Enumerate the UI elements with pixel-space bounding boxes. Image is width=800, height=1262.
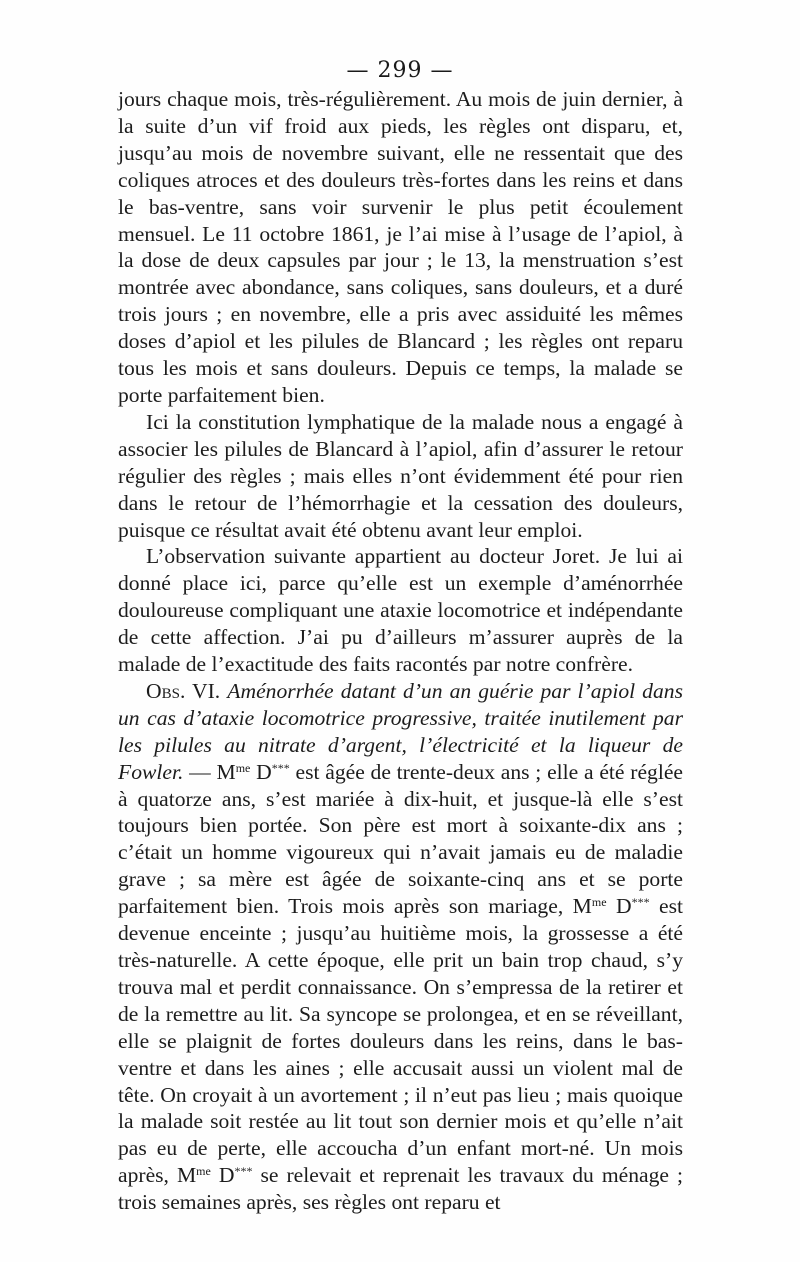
honorific-1: M xyxy=(216,759,236,784)
title-dash: — xyxy=(183,759,217,784)
honorific-2: M xyxy=(572,894,592,919)
observation-body-1: est âgée de trente-deux ans ; elle a été réglée à quatorze ans, s’est mariée à dix-huit, et jusque-là elle s’est toujours bien portée. Son père est mort à soixante-dix ans ; c’était un homme vigoureux qui n’avait jamais eu de maladie grave ; sa mère est âgée de soixante-cinq ans et se porte parfaitement bien. Trois mois après son mariage, xyxy=(118,759,683,919)
honorific-sup-1: me xyxy=(235,760,251,775)
honorific-sup-3: me xyxy=(196,1164,211,1179)
observation-body-2: est devenue enceinte ; jusqu’au huitième mois, la grossesse a été très-naturelle. A cette époque, elle prit un bain trop chaud, s’y trouva mal et perdit connaissance. On s’empressa de la retirer et de la remettre au lit. Sa syncope se prolongea, et en se réveillant, elle se plaignit de fortes douleurs dans les reins, dans le bas-ventre et dans les aines ; elle accusait aussi un violent mal de tête. On croyait à un avortement ; il n’eut pas lieu ; mais quoique la malade soit restée au lit tout son dernier mois et qu’elle n’ait pas eu de perte, elle accoucha d’un enfant mort-né. Un mois après, xyxy=(118,894,683,1188)
honorific-sup-2: me xyxy=(591,895,607,910)
observation-body-3: se relevait et reprenait les travaux du ménage ; trois semaines après, ses règles ont reparu et xyxy=(118,1163,683,1215)
patient-name-2: D xyxy=(606,894,632,919)
page-number: — 299 — xyxy=(346,58,454,83)
observation-paragraph xyxy=(118,678,683,1216)
observation-title: Aménorrhée datant d’un an guérie par l’apiol dans un cas d’ataxie locomotrice progressive, traitée inutilement par les pilules au nitrate d’argent, l’électricité et la liqueur de Fowler. xyxy=(118,678,683,784)
paragraph-2: Ici la constitution lymphatique de la malade nous a engagé à associer les pilules de Blancard à l’apiol, afin d’assurer le retour régulier des règles ; mais elles n’ont évidemment été pour rien dans le retour de l’hémorrhagie et la cessation des douleurs, puisque ce résultat avait été obtenu avant leur emploi. xyxy=(118,409,683,542)
patient-stars-1: *** xyxy=(271,760,290,775)
honorific-3: M xyxy=(176,1163,197,1188)
patient-name-1: D xyxy=(250,759,272,784)
paragraph-3: L’observation suivante appartient au docteur Joret. Je lui ai donné place ici, parce qu’elle est un exemple d’aménorrhée douloureuse compliquant une ataxie locomotrice et indépendante de cette affection. J’ai pu d’ailleurs m’assurer auprès de la malade de l’exactitude des faits racontés par notre confrère. xyxy=(118,544,683,677)
observation-label: Obs. VI. xyxy=(146,678,221,703)
patient-name-3: D xyxy=(210,1163,235,1188)
patient-stars-2: *** xyxy=(631,895,650,910)
paragraph-1: jours chaque mois, très-régulièrement. Au mois de juin dernier, à la suite d’un vif froid aux pieds, les règles ont disparu, et, jusqu’au mois de novembre suivant, elle ne ressentait que des coliques atroces et des douleurs très-fortes dans les reins et dans le bas-ventre, sans voir survenir le plus petit écoulement mensuel. Le 11 octobre 1861, je l’ai mise à l’usage de l’apiol, à la dose de deux capsules par jour ; le 13, la menstruation s’est montrée avec abondance, sans coliques, sans douleurs, et a duré trois jours ; en novembre, elle a pris avec assiduité les mêmes doses d’apiol et les pilules de Blancard ; les règles ont reparu tous les mois et sans douleurs. Depuis ce temps, la malade se porte parfaitement bien. xyxy=(118,87,683,407)
patient-stars-3: *** xyxy=(234,1164,253,1179)
body-text xyxy=(118,86,683,1216)
